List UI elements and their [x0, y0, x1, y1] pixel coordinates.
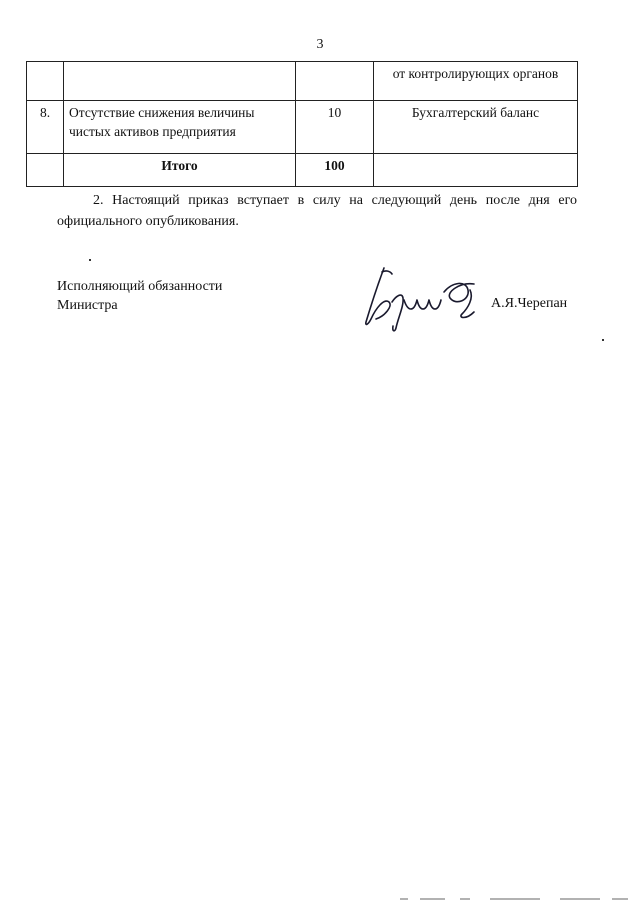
- table-row: [27, 101, 578, 154]
- row-number-cell: [27, 62, 64, 101]
- page-number: 3: [316, 37, 324, 52]
- source-cell: от контролирующих органов: [374, 62, 578, 101]
- criterion-cell: [64, 62, 296, 101]
- handwritten-signature: [362, 262, 502, 334]
- criterion-cell: Отсутствие снижения величины чистых активов предприятия: [64, 101, 296, 154]
- scan-speck: [89, 259, 91, 261]
- table-row: [27, 62, 578, 101]
- position-line-1: Исполняющий обязанности: [57, 279, 223, 294]
- row-number-cell: 8.: [27, 101, 64, 154]
- scan-edge-marks: [400, 898, 630, 900]
- signatory-position: [57, 277, 222, 315]
- scan-speck: [602, 339, 604, 341]
- table-total-row: [27, 154, 578, 187]
- score-cell: [296, 62, 374, 101]
- criteria-table: [26, 61, 578, 187]
- position-line-2: Министра: [57, 298, 118, 313]
- total-label: Итого: [64, 154, 296, 187]
- effective-date-paragraph: 2. Настоящий приказ вступает в силу на следующий день после дня его официального опубликования.: [57, 193, 577, 229]
- row-number-cell: [27, 154, 64, 187]
- signatory-name: А.Я.Черепан: [491, 296, 568, 311]
- source-cell: [374, 154, 578, 187]
- total-value: 100: [296, 154, 374, 187]
- score-cell: 10: [296, 101, 374, 154]
- source-cell: Бухгалтерский баланс: [374, 101, 578, 154]
